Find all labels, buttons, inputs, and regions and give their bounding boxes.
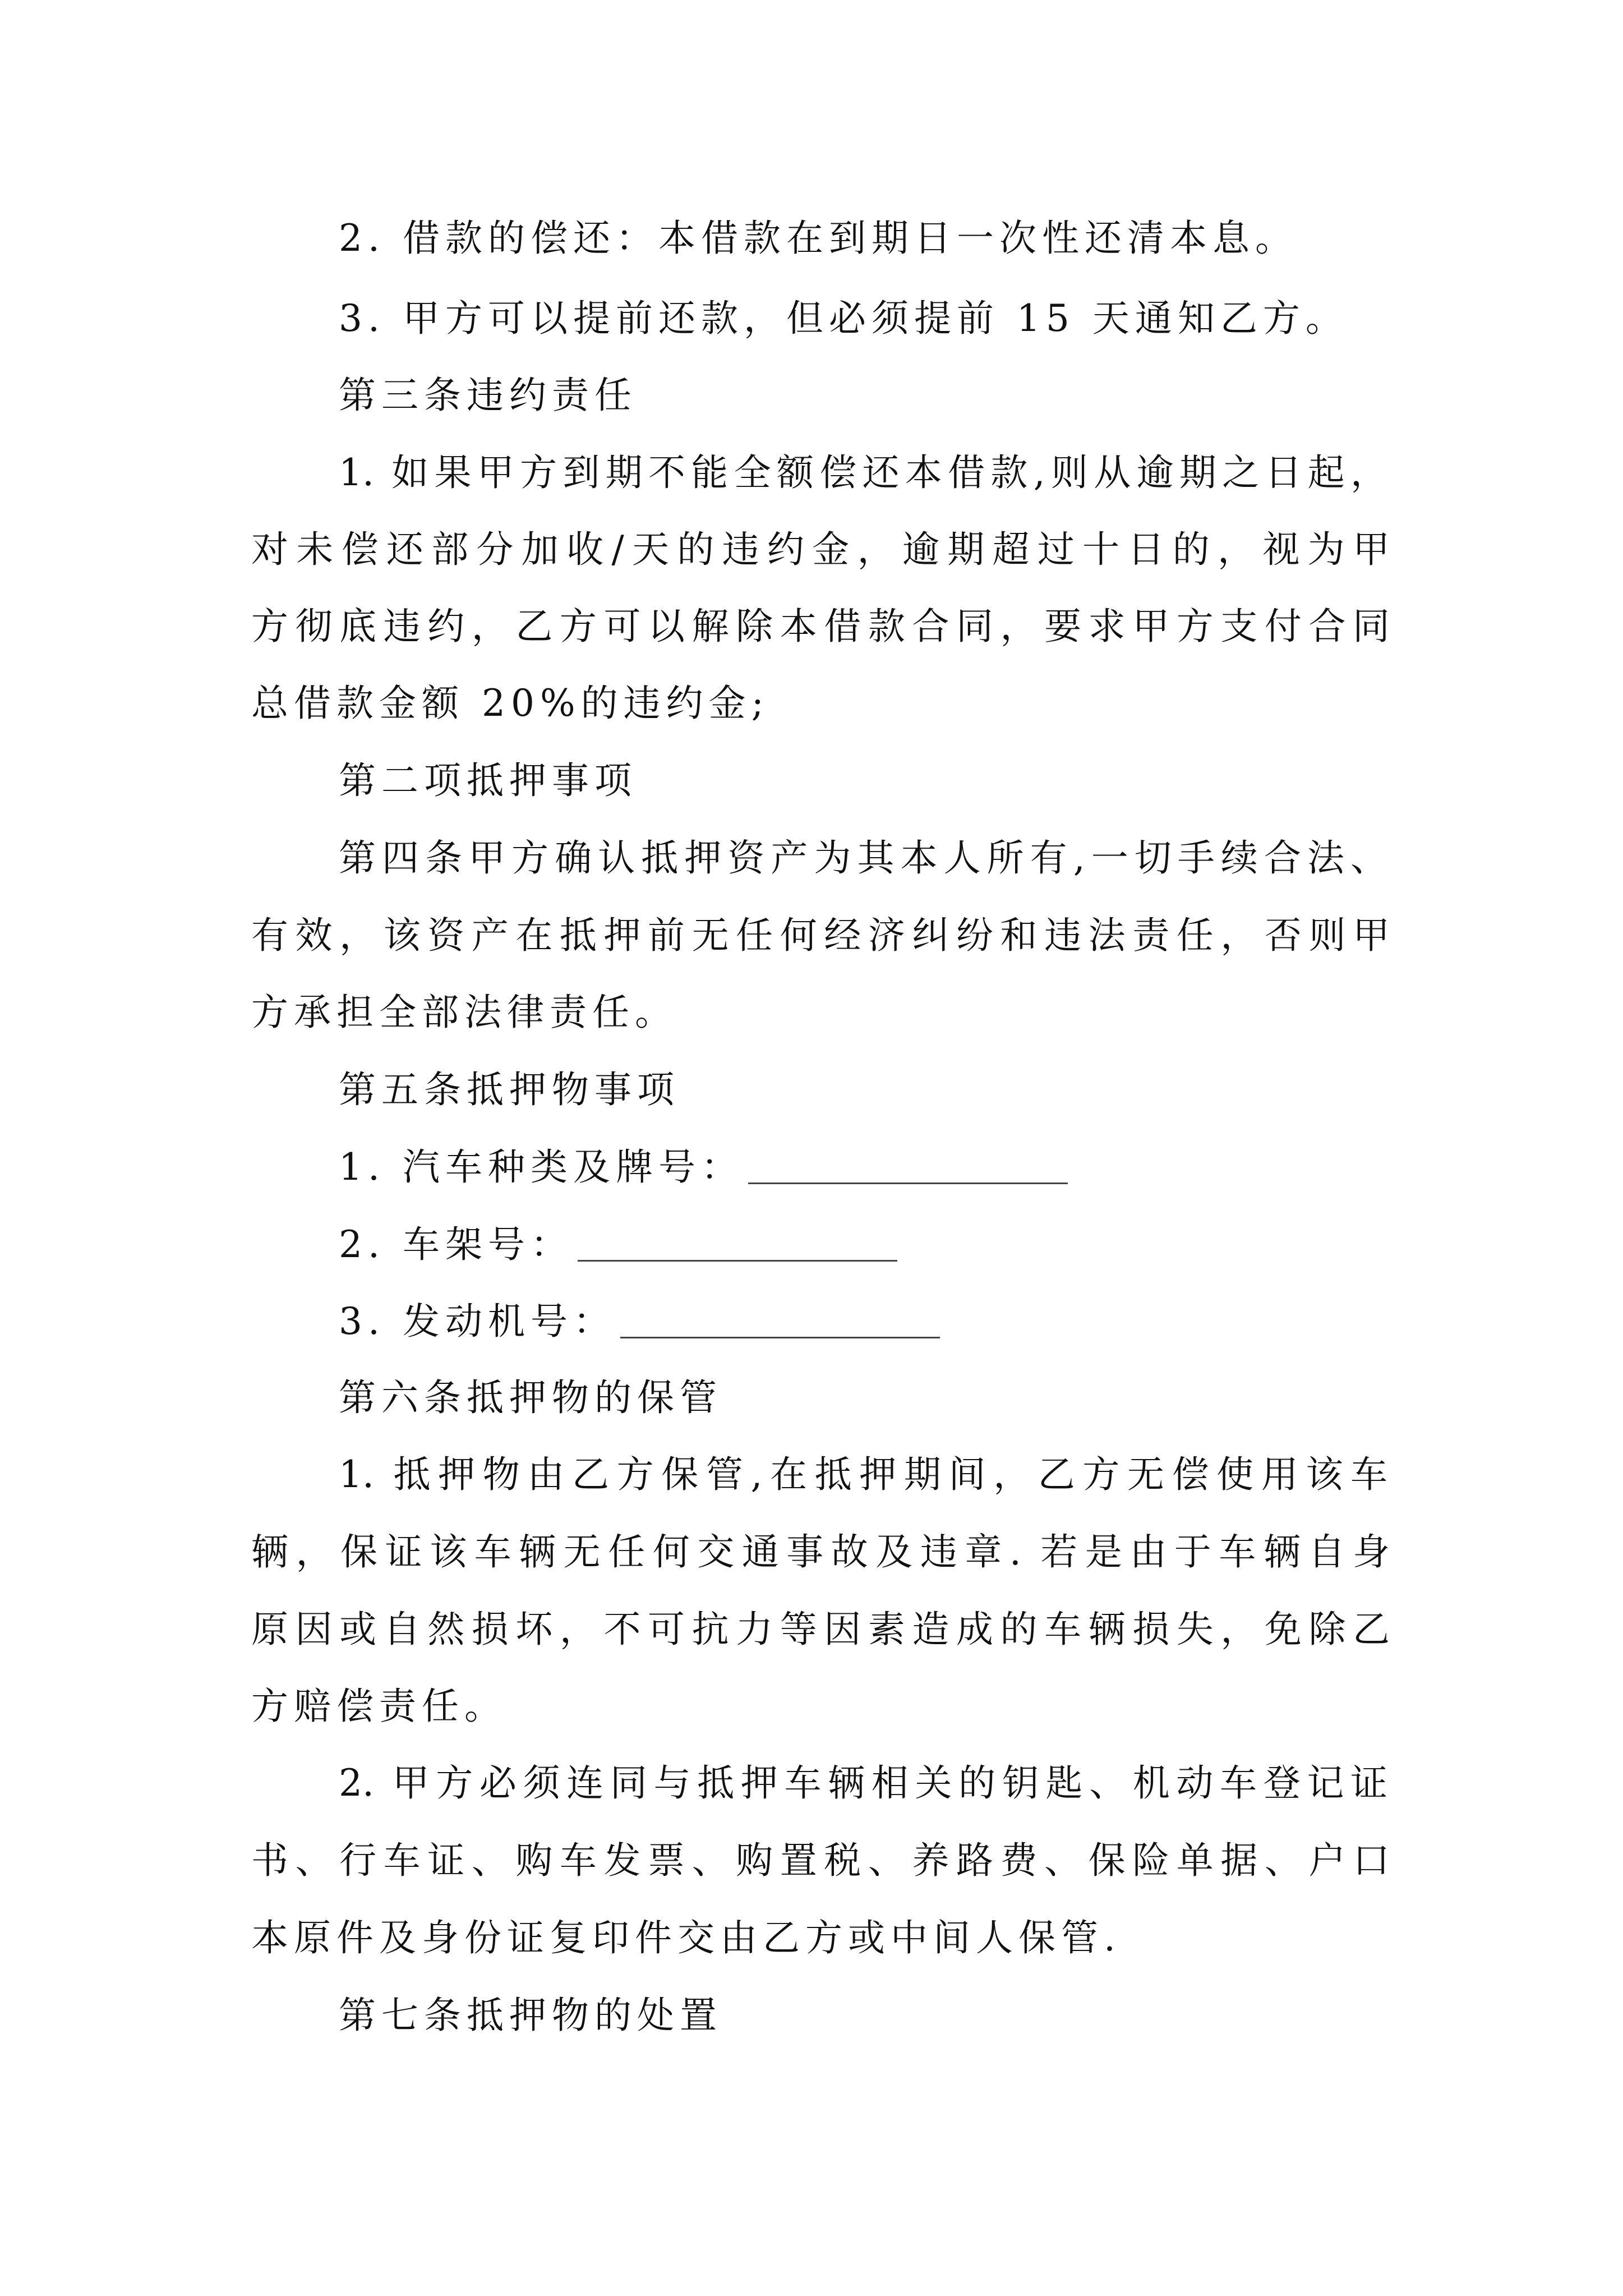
paragraph-line: 方赔偿责任。 [251,1685,507,1728]
paragraph-line: 第四条甲方确认抵押资产为其本人所有,一切手续合法、 [339,836,1387,880]
paragraph-line: 方彻底违约，乙方可以解除本借款合同，要求甲方支付合同 [251,605,1390,648]
paragraph-line: 对未偿还部分加收/天的违约金，逾期超过十日的，视为甲 [251,528,1390,571]
blank-field-frame-number[interactable] [578,1226,897,1262]
paragraph-line: 1. 抵押物由乙方保管,在抵押期间，乙方无偿使用该车 [339,1453,1387,1496]
section-heading-article-7: 第七条抵押物的处置 [339,1994,722,2037]
paragraph-line-repayment: 2. 借款的偿还：本借款在到期日一次性还清本息。 [339,217,1298,260]
paragraph-line: 本原件及身份证复印件交由乙方或中间人保管. [251,1916,1121,1959]
field-label-vehicle-type: 1. 汽车种类及牌号： [339,1145,744,1189]
paragraph-line: 原因或自然损坏，不可抗力等因素造成的车辆损失，免除乙 [251,1608,1390,1651]
blank-field-vehicle-type[interactable] [748,1149,1068,1184]
field-label-frame-number: 2. 车架号： [339,1223,573,1266]
section-heading-article-6: 第六条抵押物的保管 [339,1376,722,1419]
paragraph-line: 2. 甲方必须连同与抵押车辆相关的钥匙、机动车登记证 [339,1761,1387,1805]
field-row-engine-number [339,1299,940,1344]
paragraph-line: 有效，该资产在抵押前无任何经济纠纷和违法责任，否则甲 [251,914,1390,957]
paragraph-line: 总借款金额 20%的违约金; [251,682,769,725]
paragraph-line-early-repayment: 3. 甲方可以提前还款，但必须提前 15 天通知乙方。 [339,297,1348,340]
paragraph-line: 1. 如果甲方到期不能全额偿还本借款,则从逾期之日起， [339,451,1387,494]
section-heading-article-3: 第三条违约责任 [339,374,637,417]
field-row-frame-number [339,1222,897,1267]
paragraph-line: 辆，保证该车辆无任何交通事故及违章. 若是由于车辆自身 [251,1530,1390,1573]
section-heading-article-5: 第五条抵押物事项 [339,1068,680,1111]
paragraph-line: 方承担全部法律责任。 [251,991,677,1034]
paragraph-line: 书、行车证、购车发票、购置税、养路费、保险单据、户口 [251,1839,1390,1882]
blank-field-engine-number[interactable] [620,1303,940,1338]
field-label-engine-number: 3. 发动机号： [339,1300,616,1343]
field-row-vehicle-type [339,1144,1068,1190]
section-heading-mortgage-matters: 第二项抵押事项 [339,759,637,802]
